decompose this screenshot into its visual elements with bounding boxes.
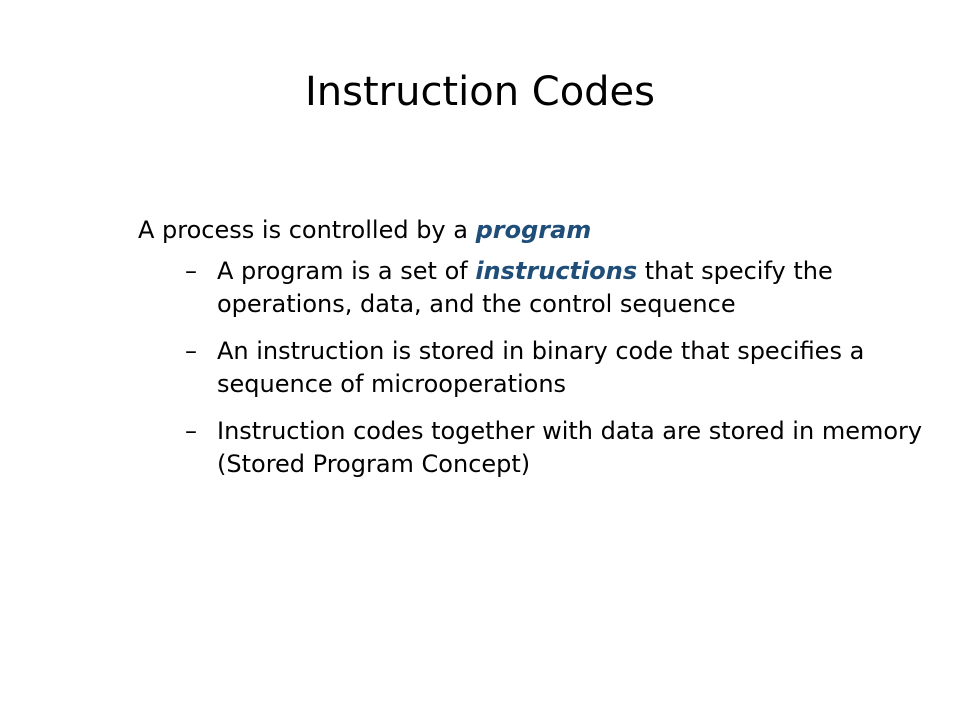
- sub-bullet-text-before: A program is a set of: [217, 257, 476, 285]
- sub-bullet-2: [138, 335, 938, 401]
- main-bullet: [138, 214, 938, 247]
- main-bullet-text: A process is controlled by a: [138, 216, 476, 244]
- sub-bullet-emphasis: instructions: [475, 257, 638, 285]
- sub-bullet-text: An instruction is stored in binary code that specifies a sequence of microoperations: [217, 337, 865, 398]
- dash-bullet-icon: –: [185, 417, 197, 445]
- sub-bullet-text-after: that specify the operations, data, and the control sequence: [217, 257, 833, 318]
- sub-bullet-list: [138, 255, 938, 481]
- main-bullet-emphasis: program: [475, 216, 592, 244]
- slide-body: [138, 214, 938, 495]
- slide-title: Instruction Codes: [304, 69, 656, 115]
- sub-bullet-text: Instruction codes together with data are stored in memory (Stored Program Concept): [217, 417, 923, 478]
- sub-bullet-3: [138, 415, 938, 481]
- dash-bullet-icon: –: [185, 257, 197, 285]
- dash-bullet-icon: –: [185, 337, 197, 365]
- sub-bullet-1: [138, 255, 938, 321]
